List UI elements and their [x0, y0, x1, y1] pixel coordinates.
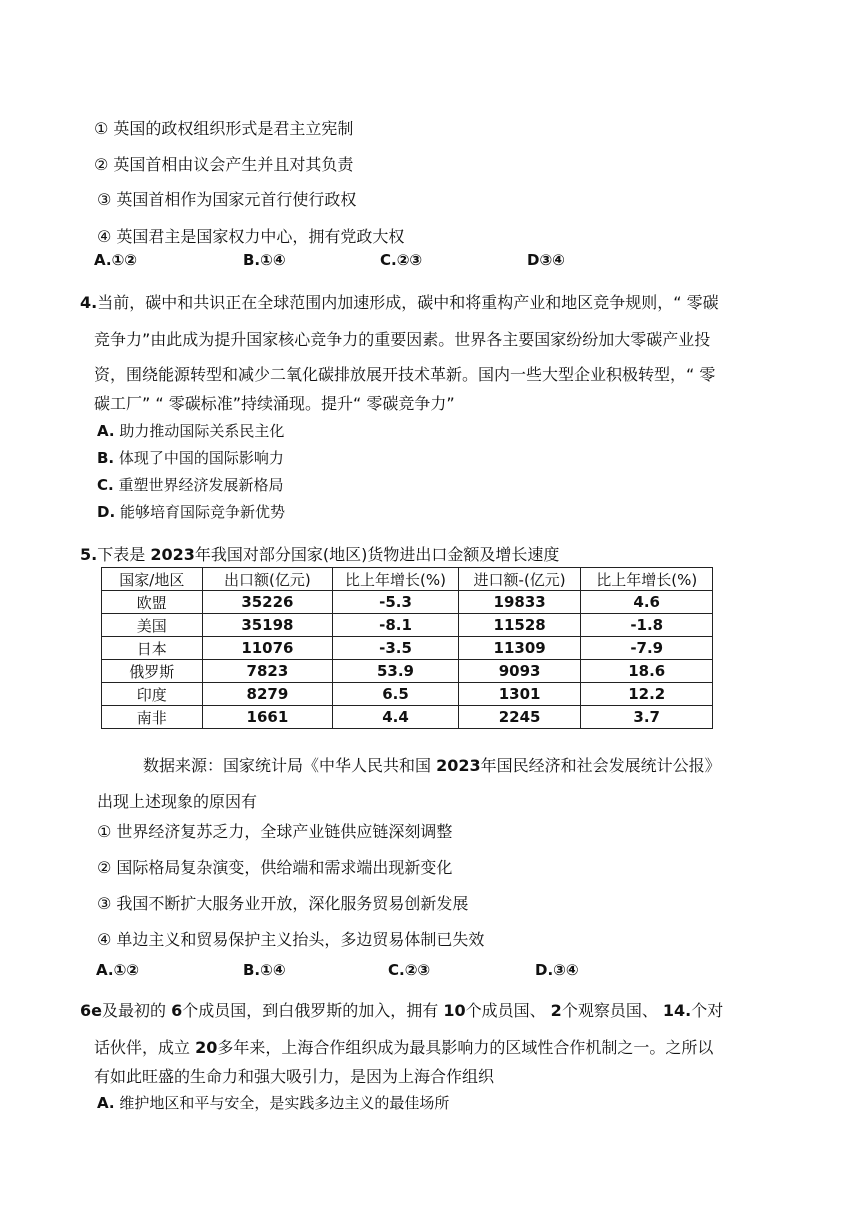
q4-number: 4. — [80, 293, 98, 312]
q5-option-a: A.①② — [96, 961, 139, 979]
table-header-cell: 比上年增长(%) — [333, 568, 459, 591]
table-row — [102, 706, 713, 729]
q5-statement-2: ② 国际格局复杂演变，供给端和需求端出现新变化 — [97, 858, 453, 877]
table-cell: 11528 — [458, 614, 581, 637]
q3-statement-2: ② 英国首相由议会产生并且对其负责 — [94, 155, 354, 174]
table-cell: 1301 — [458, 683, 581, 706]
q5-prompt: 出现上述现象的原因有 — [97, 792, 258, 811]
q6-number: 6e — [80, 1001, 102, 1020]
table-cell: 印度 — [102, 683, 203, 706]
q3-option-c: C.②③ — [380, 251, 423, 269]
q4-option-b: B. 体现了中国的国际影响力 — [97, 449, 284, 467]
q3-option-b: B.①④ — [243, 251, 286, 269]
table-cell: 南非 — [102, 706, 203, 729]
table-header-cell: 进口额-(亿元) — [458, 568, 581, 591]
q5-option-c: C.②③ — [388, 961, 431, 979]
q4-option-c: C. 重塑世界经济发展新格局 — [97, 476, 284, 494]
q4-line-3: 资，围绕能源转型和减少二氧化碳排放展开技术革新。国内一些大型企业积极转型，“ 零 — [94, 365, 716, 384]
q5-number: 5. — [80, 545, 98, 564]
table-header-cell: 比上年增长(%) — [581, 568, 713, 591]
table-header-cell: 国家/地区 — [102, 568, 203, 591]
q5-option-b: B.①④ — [243, 961, 286, 979]
table-cell: 11076 — [202, 637, 333, 660]
table-cell: -5.3 — [333, 591, 459, 614]
q3-statement-4: ④ 英国君主是国家权力中心，拥有党政大权 — [97, 227, 405, 246]
q5-option-d: D.③④ — [535, 961, 579, 979]
q4-line-4: 碳工厂” “ 零碳标准”持续涌现。提升“ 零碳竞争力” — [94, 394, 455, 413]
table-cell: 35198 — [202, 614, 333, 637]
table-cell: -7.9 — [581, 637, 713, 660]
q5-statement-3: ③ 我国不断扩大服务业开放，深化服务贸易创新发展 — [97, 894, 469, 913]
table-cell: 4.6 — [581, 591, 713, 614]
table-cell: 7823 — [202, 660, 333, 683]
table-row — [102, 637, 713, 660]
table-row — [102, 591, 713, 614]
table-cell: 俄罗斯 — [102, 660, 203, 683]
q6-line-2: 话伙伴，成立 20多年来，上海合作组织成为最具影响力的区域性合作机制之一。之所以 — [94, 1038, 714, 1057]
q3-option-d: D③④ — [527, 251, 565, 269]
q4-option-a: A. 助力推动国际关系民主化 — [97, 422, 285, 440]
table-cell: -8.1 — [333, 614, 459, 637]
table-cell: 美国 — [102, 614, 203, 637]
table-cell: 35226 — [202, 591, 333, 614]
q6-line-3: 有如此旺盛的生命力和强大吸引力，是因为上海合作组织 — [94, 1067, 495, 1086]
table-cell: 8279 — [202, 683, 333, 706]
q4-line-2: 竞争力”由此成为提升国家核心竞争力的重要因素。世界各主要国家纷纷加大零碳产业投 — [94, 330, 711, 349]
q6-line-1: 6e及最初的 6个成员国，到白俄罗斯的加入，拥有 10个成员国、 2个观察员国、 14.个对 — [80, 1001, 724, 1020]
table-cell: 1661 — [202, 706, 333, 729]
q5-statement-4: ④ 单边主义和贸易保护主义抬头，多边贸易体制已失效 — [97, 930, 485, 949]
table-header-row — [102, 568, 713, 591]
table-cell: 11309 — [458, 637, 581, 660]
table-cell: 欧盟 — [102, 591, 203, 614]
q4-option-d: D. 能够培育国际竞争新优势 — [97, 503, 285, 521]
table-header-cell: 出口额(亿元) — [202, 568, 333, 591]
table-cell: 4.4 — [333, 706, 459, 729]
table-cell: 6.5 — [333, 683, 459, 706]
table-cell: -3.5 — [333, 637, 459, 660]
q3-statement-1: ① 英国的政权组织形式是君主立宪制 — [94, 119, 354, 138]
table-cell: 19833 — [458, 591, 581, 614]
table-cell: 日本 — [102, 637, 203, 660]
table-row — [102, 683, 713, 706]
table-cell: 3.7 — [581, 706, 713, 729]
table-cell: 9093 — [458, 660, 581, 683]
trade-table — [101, 567, 713, 729]
table-row — [102, 660, 713, 683]
q6-option-a: A. 维护地区和平与安全，是实践多边主义的最佳场所 — [97, 1094, 450, 1112]
table-row — [102, 614, 713, 637]
table-cell: 2245 — [458, 706, 581, 729]
q4-stem-1: 当前，碳中和共识正在全球范围内加速形成，碳中和将重构产业和地区竞争规则，“ 零碳 — [97, 293, 719, 312]
table-cell: 12.2 — [581, 683, 713, 706]
table-cell: 18.6 — [581, 660, 713, 683]
q5-stem: 5.下表是 2023年我国对部分国家(地区)货物进出口金额及增长速度 — [80, 545, 560, 564]
table-cell: -1.8 — [581, 614, 713, 637]
q5-statement-1: ① 世界经济复苏乏力，全球产业链供应链深刻调整 — [97, 822, 453, 841]
q4-line-1 — [80, 293, 719, 313]
q5-data-source: 数据来源：国家统计局《中华人民共和国 2023年国民经济和社会发展统计公报》 — [143, 756, 721, 775]
table-cell: 53.9 — [333, 660, 459, 683]
q3-option-a: A.①② — [94, 251, 137, 269]
q3-statement-3: ③ 英国首相作为国家元首行使行政权 — [97, 190, 357, 209]
